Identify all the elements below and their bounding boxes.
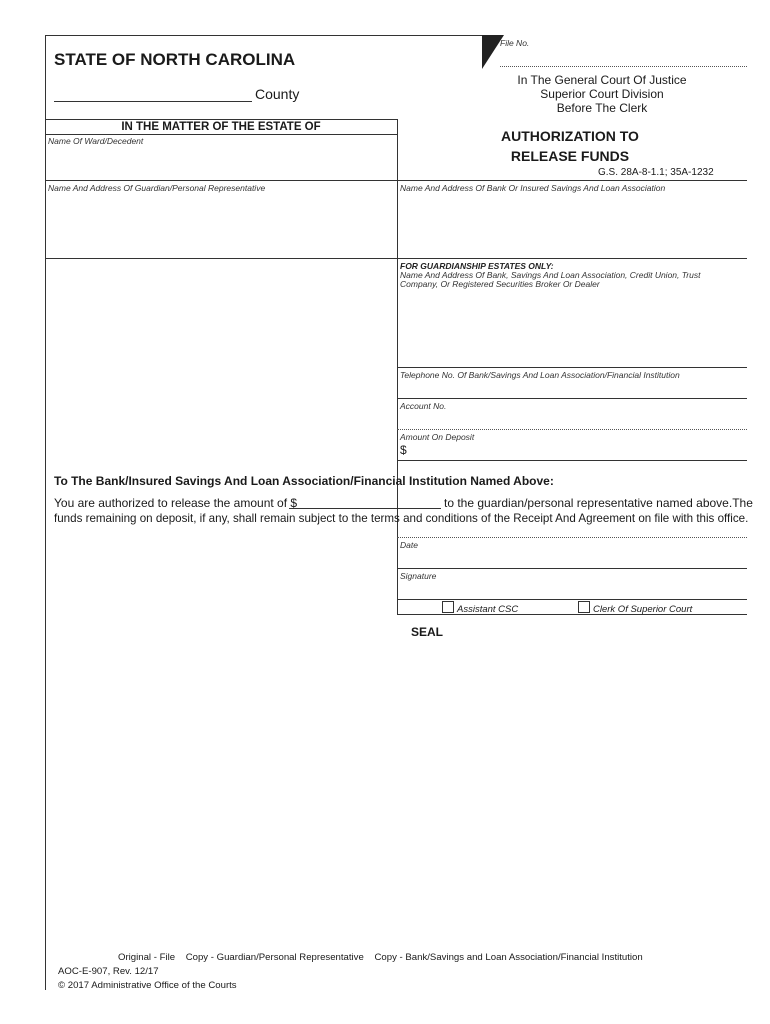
- release-amount-field[interactable]: [289, 508, 441, 509]
- estate-top-line: [45, 119, 397, 120]
- court-line-3: Before The Clerk: [556, 101, 648, 115]
- assistant-csc-label: Assistant CSC: [457, 604, 519, 615]
- authorization-text-line-2: funds remaining on deposit, if any, shall remain subject to the terms and conditions of the Receipt And Agreement on file with this office.: [54, 512, 749, 525]
- signature-line: [397, 568, 747, 569]
- left-border: [45, 35, 46, 990]
- date-line: [397, 537, 747, 538]
- estate-title: IN THE MATTER OF THE ESTATE OF: [121, 121, 321, 133]
- clerk-option[interactable]: [578, 601, 692, 615]
- telephone-line: [397, 367, 747, 368]
- guardianship-line-1: Name And Address Of Bank, Savings And Loan Association, Credit Union, Trust: [400, 270, 701, 280]
- bank-label: Name And Address Of Bank Or Insured Savings And Loan Association: [400, 183, 666, 193]
- distribution-line: Original - File Copy - Guardian/Personal Representative Copy - Bank/Savings and Loan Association/Financial Institution: [118, 952, 643, 963]
- account-label: Account No.: [400, 401, 447, 411]
- account-line: [397, 398, 747, 399]
- ward-label: Name Of Ward/Decedent: [48, 136, 144, 146]
- authorization-text-start: You are authorized to release the amount of $: [54, 496, 298, 510]
- file-no-label: File No.: [500, 38, 530, 48]
- form-number: AOC-E-907, Rev. 12/17: [58, 966, 159, 977]
- guardian-label: Name And Address Of Guardian/Personal Representative: [48, 183, 266, 193]
- guardianship-line-2: Company, Or Registered Securities Broker Or Dealer: [400, 279, 600, 289]
- authorization-heading: To The Bank/Insured Savings And Loan Association/Financial Institution Named Above:: [54, 474, 554, 488]
- form-title-line-2: RELEASE FUNDS: [510, 148, 630, 164]
- form-title-line-1: AUTHORIZATION TO: [501, 128, 639, 144]
- court-line-1: In The General Court Of Justice: [517, 73, 687, 87]
- clerk-label: Clerk Of Superior Court: [593, 604, 693, 615]
- signature-label: Signature: [400, 571, 437, 581]
- clerk-checkbox[interactable]: [578, 601, 590, 613]
- estate-title-underline: [45, 134, 397, 135]
- assistant-csc-option[interactable]: [442, 601, 518, 615]
- county-label: County: [255, 86, 300, 102]
- county-field[interactable]: [54, 101, 252, 102]
- telephone-label: Telephone No. Of Bank/Savings And Loan Association/Financial Institution: [400, 370, 680, 380]
- deposit-line: [397, 429, 747, 430]
- seal-label: SEAL: [411, 625, 444, 639]
- row-line-2: [45, 258, 747, 259]
- state-title: STATE OF NORTH CAROLINA: [54, 50, 296, 69]
- row-line-1: [45, 180, 747, 181]
- deposit-dollar: $: [400, 443, 407, 457]
- top-border: [45, 35, 482, 36]
- copyright: © 2017 Administrative Office of the Courts: [58, 980, 237, 991]
- signature-bottom-line: [397, 614, 747, 615]
- file-no-field[interactable]: [500, 66, 747, 67]
- deposit-bottom-line: [397, 460, 747, 461]
- deposit-label: Amount On Deposit: [400, 432, 475, 442]
- title-options-line: [397, 599, 747, 600]
- guardianship-heading: FOR GUARDIANSHIP ESTATES ONLY:: [400, 261, 554, 271]
- court-line-2: Superior Court Division: [540, 87, 664, 101]
- statute-reference: G.S. 28A-8-1.1; 35A-1232: [598, 167, 714, 178]
- date-label: Date: [400, 540, 418, 550]
- assistant-csc-checkbox[interactable]: [442, 601, 454, 613]
- authorization-text-end: to the guardian/personal representative named above.The: [444, 496, 753, 510]
